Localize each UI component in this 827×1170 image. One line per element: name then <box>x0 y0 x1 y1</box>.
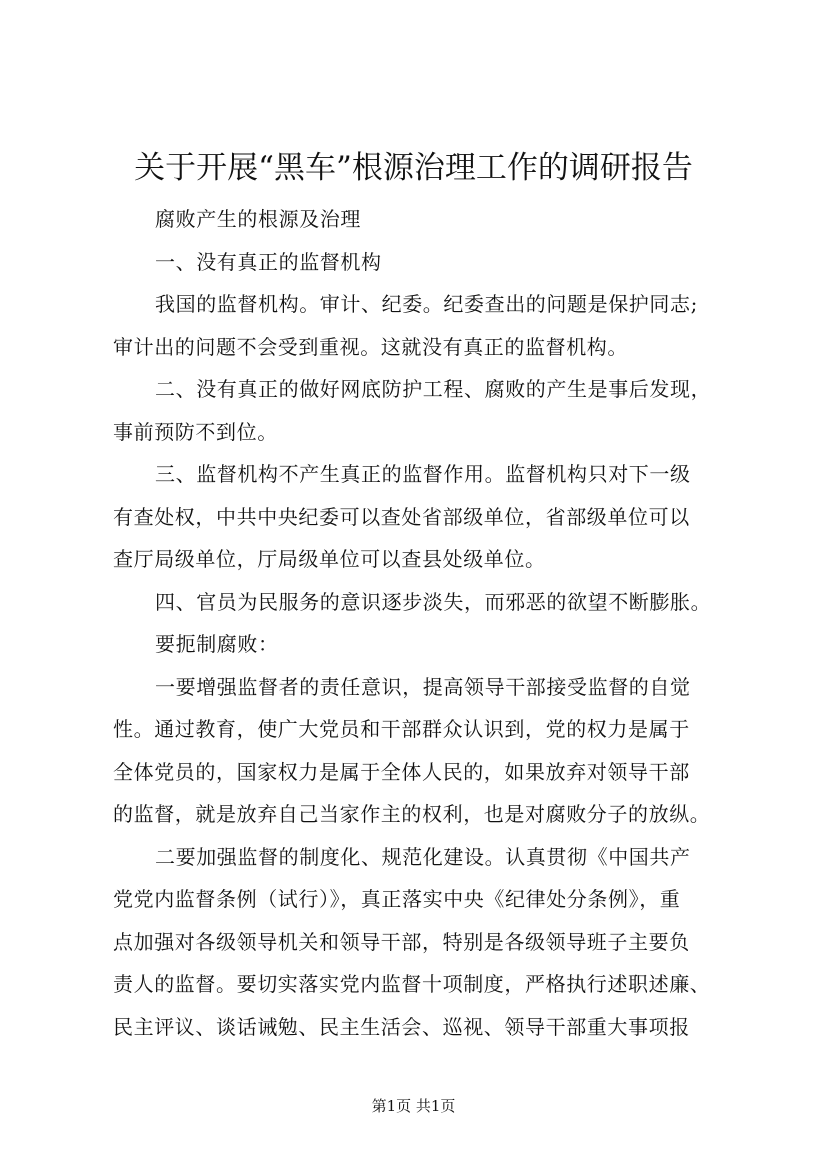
paragraph <box>113 581 723 624</box>
document-title: 关于开展“黑车”根源治理工作的调研报告 <box>134 150 693 186</box>
text-line: 查厅局级单位，厅局级单位可以查县处级单位。 <box>113 547 546 571</box>
text-line: 一、没有真正的监督机构 <box>155 249 382 274</box>
text-line: 要扼制腐败： <box>155 632 279 656</box>
text-line: 责人的监督。要切实落实党内监督十项制度，严格执行述职述廉、 <box>113 972 711 996</box>
text-line: 事前预防不到位。 <box>113 419 278 444</box>
paragraph <box>113 666 723 836</box>
text-line: 我国的监督机构。审计、纪委。纪委查出的问题是保护同志; <box>155 292 698 316</box>
text-line: 二、没有真正的做好网底防护工程、腐败的产生是事后发现， <box>155 377 712 401</box>
text-line: 审计出的问题不会受到重视。这就没有真正的监督机构。 <box>113 334 628 359</box>
text-line: 点加强对各级领导机关和领导干部，特别是各级领导班子主要负 <box>113 929 690 954</box>
document-body <box>113 198 723 1048</box>
paragraph <box>113 283 723 368</box>
text-line: 有查处权，中共中央纪委可以查处省部级单位，省部级单位可以 <box>113 504 690 529</box>
text-line: 腐败产生的根源及治理 <box>155 207 361 231</box>
text-line: 四、官员为民服务的意识逐步淡失，而邪恶的欲望不断膨胀。 <box>155 589 712 614</box>
paragraph <box>113 836 723 1049</box>
paragraph <box>113 241 723 284</box>
paragraph <box>113 453 723 581</box>
text-line: 二要加强监督的制度化、规范化建设。认真贯彻《中国共产 <box>155 844 691 869</box>
paragraph <box>113 198 723 241</box>
text-line: 的监督，就是放弃自己当家作主的权利，也是对腐败分子的放纵。 <box>113 802 711 826</box>
paragraph <box>113 623 723 666</box>
paragraph <box>113 368 723 453</box>
page-footer: 第1页 共1页 <box>371 1097 456 1115</box>
text-line: 性。通过教育，使广大党员和干部群众认识到，党的权力是属于 <box>113 717 690 741</box>
text-line: 三、监督机构不产生真正的监督作用。监督机构只对下一级 <box>155 462 691 486</box>
text-line: 一要增强监督者的责任意识，提高领导干部接受监督的自觉 <box>155 674 691 699</box>
text-line: 民主评议、谈话诫勉、民主生活会、巡视、领导干部重大事项报 <box>113 1014 690 1039</box>
text-line: 党党内监督条例（试行）》，真正落实中央《纪律处分条例》，重 <box>113 887 681 911</box>
text-line: 全体党员的，国家权力是属于全体人民的，如果放弃对领导干部 <box>113 759 690 784</box>
